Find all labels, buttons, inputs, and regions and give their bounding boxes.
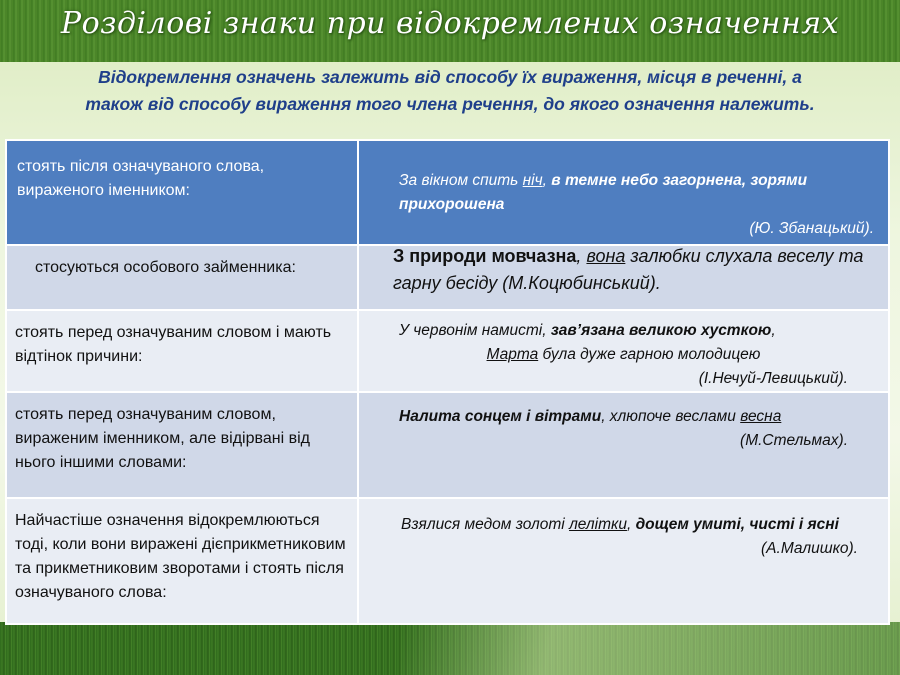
example-author: (Ю. Збанацький). xyxy=(749,220,874,237)
separated-attribute: Налита сонцем і вітрами xyxy=(399,408,602,425)
example-text xyxy=(359,311,888,391)
example-plain: , хлюпоче веслами xyxy=(601,408,741,425)
example-text xyxy=(359,393,888,453)
example-cell xyxy=(358,245,889,310)
separated-attribute: зав’язана великою хусткою xyxy=(550,322,772,339)
example-second-line xyxy=(399,343,848,367)
rules-table xyxy=(5,139,890,625)
example-plain: , xyxy=(576,246,587,266)
example-plain: , xyxy=(626,516,636,533)
example-author: (М.Стельмах). xyxy=(740,432,848,449)
condition-cell xyxy=(6,392,358,498)
table-row xyxy=(6,498,889,624)
example-plain: Взялися медом золоті xyxy=(401,516,570,533)
example-cell xyxy=(358,498,889,624)
condition-cell xyxy=(6,310,358,392)
example-plain: За вікном спить xyxy=(399,172,523,189)
slide-title: Розділові знаки при відокремлених означеннях xyxy=(60,6,840,41)
example-plain: , xyxy=(542,172,552,189)
defined-word: ніч xyxy=(522,172,543,189)
table-row xyxy=(6,140,889,245)
condition-text: стосуються особового займенника: xyxy=(35,259,296,276)
defined-word: весна xyxy=(740,408,782,425)
table-row xyxy=(6,392,889,498)
separated-attribute: З природи мовчазна xyxy=(393,246,577,266)
condition-text: стоять перед означуваним словом і мають відтінок причини: xyxy=(15,324,332,365)
example-plain: У червонім намисті, xyxy=(399,322,551,339)
example-cell xyxy=(358,140,889,245)
example-cell xyxy=(358,392,889,498)
separated-attribute: дощем умиті, чисті і ясні xyxy=(635,516,839,533)
table-row xyxy=(6,310,889,392)
example-author: (І.Нечуй-Левицький). xyxy=(698,370,848,387)
subtitle-line-1: Відокремлення означень залежить від способу їх вираження, місця в реченні, а xyxy=(98,67,802,87)
condition-text: Найчастіше означення відокремлюються тоді, коли вони виражені дієприкметниковим та прикметниковим зворотами і стоять після означуваного слова: xyxy=(15,512,346,601)
separated-attribute: в темне небо загорнена, зорями прихорошена xyxy=(399,172,808,213)
example-cell xyxy=(358,310,889,392)
example-plain: залюбки слухала веселу та гарну бесіду (М.Коцюбинський). xyxy=(393,246,864,293)
condition-text: стоять після означуваного слова, вираженого іменником: xyxy=(17,158,265,199)
bottom-light-sweep xyxy=(400,622,900,675)
example-text xyxy=(359,141,888,241)
example-text xyxy=(359,499,888,561)
condition-cell xyxy=(6,245,358,310)
subtitle-line-2: також від способу вираження того члена речення, до якого означення належить. xyxy=(85,94,815,114)
example-text xyxy=(359,243,888,297)
condition-text: стоять перед означуваним словом, вираженим іменником, але відірвані від нього іншими словами: xyxy=(15,406,310,471)
table-row xyxy=(6,245,889,310)
defined-word: вона xyxy=(586,246,626,266)
example-author: (А.Малишко). xyxy=(761,540,858,557)
slide-subtitle xyxy=(20,64,880,118)
defined-word: Марта xyxy=(486,346,539,363)
example-plain: була дуже гарною молодицею xyxy=(538,346,761,363)
condition-cell xyxy=(6,140,358,245)
example-plain: , xyxy=(771,322,776,339)
condition-cell xyxy=(6,498,358,624)
defined-word: лелітки xyxy=(569,516,627,533)
